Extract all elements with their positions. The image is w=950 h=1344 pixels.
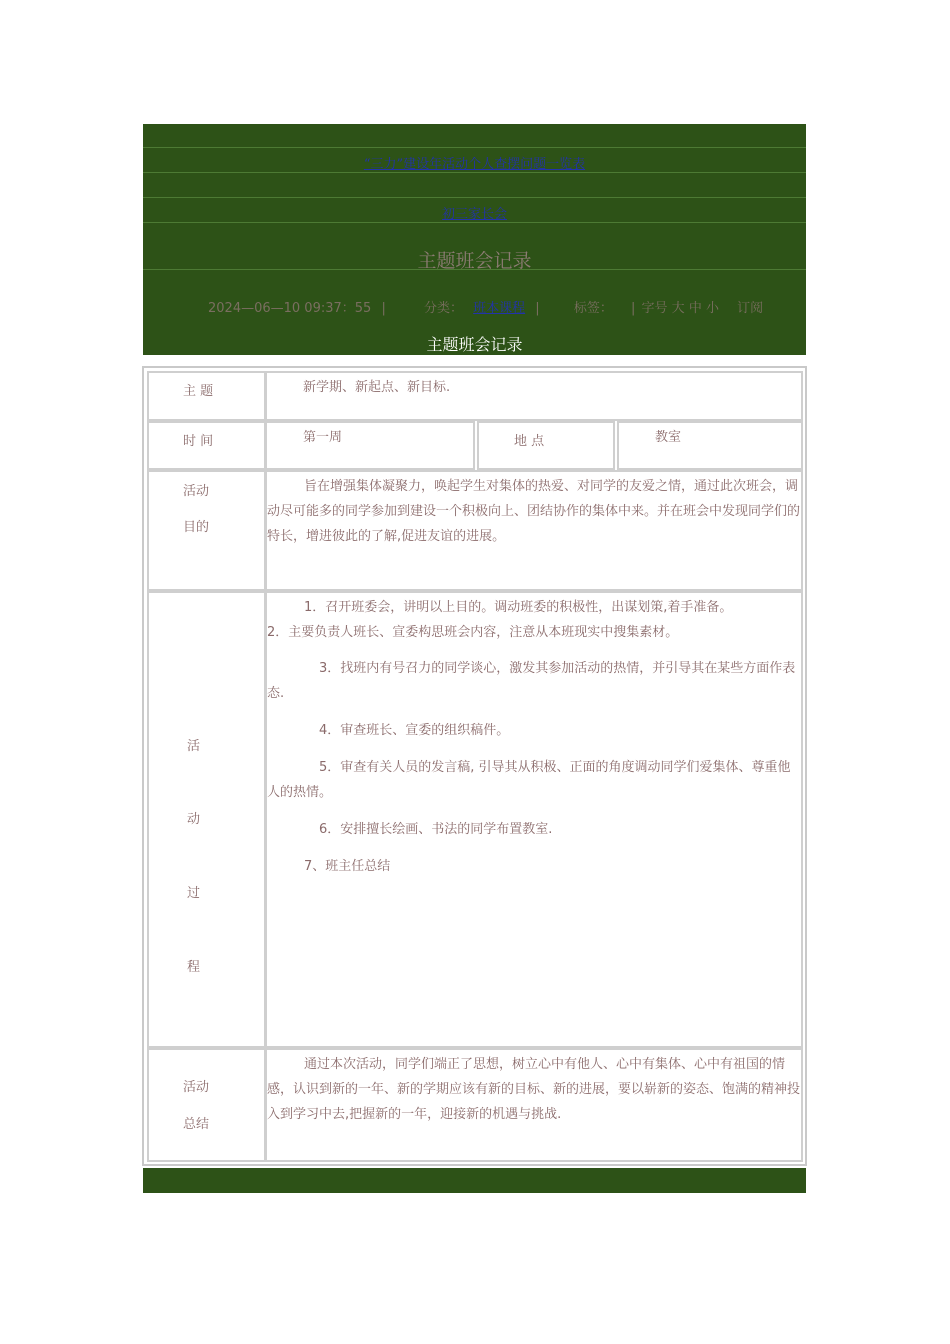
theme-label: 主 题	[183, 384, 214, 399]
font-size-label: 字号	[641, 301, 668, 316]
theme-label-cell	[147, 371, 266, 421]
process-step: 2．主要负责人班长、宣委构思班会内容，注意从本班现实中搜集素材。	[267, 625, 679, 640]
category-label: 分类：	[423, 301, 463, 316]
font-size-medium[interactable]: 中	[688, 301, 702, 316]
place-label-cell	[477, 421, 615, 470]
separator: |	[381, 301, 386, 316]
class-meeting-record-table	[142, 366, 807, 1166]
divider	[143, 172, 806, 173]
divider	[143, 197, 806, 198]
theme-value-cell	[265, 371, 803, 421]
divider	[143, 222, 806, 223]
purpose-label-cell	[147, 470, 266, 591]
process-label-char: 过	[187, 886, 201, 901]
category-link[interactable]: 班本课程	[473, 301, 526, 316]
summary-label: 总结	[183, 1117, 210, 1132]
page-title: 主题班会记录	[417, 250, 532, 272]
process-step: 6．安排擅长绘画、书法的同学布置教室.	[319, 822, 553, 837]
summary-text: 通过本次活动，同学们端正了思想，树立心中有他人、心中有集体、心中有祖国的情感，认识到新的一年、新的学期应该有新的目标、新的进展，要以崭新的姿态、饱满的精神投入到学习中去,把握新的一年，迎接新的机遇与挑战.	[267, 1057, 801, 1122]
process-step: 3．找班内有号召力的同学谈心，激发其参加活动的热情，并引导其在某些方面作表态.	[267, 661, 796, 701]
place-value: 教室	[655, 430, 682, 445]
font-size-large[interactable]: 大	[671, 301, 685, 316]
process-label-cell	[147, 591, 266, 1048]
purpose-label: 目的	[183, 520, 210, 535]
process-step: 4．审查班长、宣委的组织稿件。	[319, 723, 510, 738]
meta-info-row	[208, 297, 769, 316]
separator: |	[630, 301, 636, 316]
subtitle: 主题班会记录	[426, 335, 523, 354]
time-label-cell	[147, 421, 266, 470]
place-label: 地 点	[514, 434, 545, 449]
header-banner	[143, 124, 806, 355]
process-step: 1．召开班委会，讲明以上目的。调动班委的积极性，出谋划策,着手准备。	[304, 600, 733, 615]
time-value-cell	[265, 421, 475, 470]
process-steps-cell	[265, 591, 803, 1048]
time-value: 第一周	[303, 430, 343, 445]
timestamp: 2024—06—10 09:37：55	[208, 301, 372, 316]
summary-text-cell	[265, 1048, 803, 1162]
time-label: 时 间	[183, 434, 214, 449]
separator: |	[535, 301, 540, 316]
tags-label: 标签：	[573, 301, 613, 316]
summary-label: 活动	[183, 1080, 210, 1095]
purpose-label: 活动	[183, 484, 210, 499]
place-value-cell	[617, 421, 803, 470]
process-label-char: 程	[187, 960, 201, 975]
subscribe-link[interactable]: 订阅	[737, 301, 764, 316]
font-size-small[interactable]: 小	[705, 301, 719, 316]
purpose-text-cell	[265, 470, 803, 591]
process-step: 5．审查有关人员的发言稿, 引导其从积极、正面的角度调动同学们爱集体、尊重他人的热情。	[267, 760, 791, 800]
divider	[143, 147, 806, 148]
process-label-char: 动	[187, 812, 201, 827]
process-label-char: 活	[187, 739, 201, 754]
summary-label-cell	[147, 1048, 266, 1162]
parent-meeting-link[interactable]: 初三家长会	[441, 207, 507, 222]
footer-bar	[143, 1168, 806, 1193]
theme-value: 新学期、新起点、新目标.	[303, 380, 451, 395]
purpose-text: 旨在增强集体凝聚力，唤起学生对集体的热爱、对同学的友爱之情，通过此次班会，调动尽可能多的同学参加到建设一个积极向上、团结协作的集体中来。并在班会中发现同学们的特长，增进彼此的了解,促进友谊的进展。	[267, 479, 801, 544]
related-article-link[interactable]: “三力”建设年活动个人查摆问题一览表	[363, 157, 586, 172]
process-step: 7、班主任总结	[304, 859, 391, 874]
